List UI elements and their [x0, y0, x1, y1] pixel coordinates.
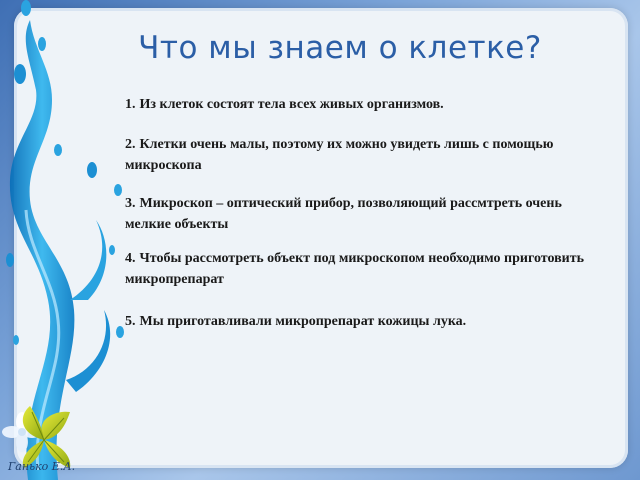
item-number: 5. — [125, 314, 136, 329]
water-splash-decoration — [0, 0, 130, 480]
water-drop-icon — [14, 64, 26, 84]
list-item — [125, 193, 585, 235]
item-text: Чтобы рассмотреть объект под микроскопом необходимо приготовить микропрепарат — [125, 251, 585, 287]
water-drop-icon — [54, 144, 62, 156]
item-number: 3. — [125, 196, 136, 211]
item-text: Из клеток состоят тела всех живых организмов. — [139, 97, 444, 112]
list-item — [125, 311, 585, 332]
item-number: 4. — [125, 251, 136, 266]
item-text: Мы приготавливали микропрепарат кожицы лука. — [139, 314, 467, 329]
water-drop-icon — [6, 253, 14, 267]
slide-title: Что мы знаем о клетке? — [138, 30, 542, 66]
list-item — [125, 248, 585, 290]
list-item — [125, 134, 585, 176]
water-drop-icon — [116, 326, 124, 338]
item-text: Микроскоп – оптический прибор, позволяющий рассмтреть очень мелкие объекты — [125, 196, 562, 232]
water-drop-icon — [114, 184, 122, 196]
item-text: Клетки очень малы, поэтому их можно увидеть лишь с помощью микроскопа — [125, 137, 554, 173]
water-drop-icon — [21, 0, 31, 16]
item-number: 1. — [125, 97, 136, 112]
water-drop-icon — [38, 37, 46, 51]
author-signature: Ганько Е.А. — [8, 460, 76, 473]
list-item — [125, 94, 585, 115]
item-number: 2. — [125, 137, 136, 152]
water-drop-icon — [87, 162, 97, 178]
water-curl — [70, 220, 106, 300]
water-drop-icon — [109, 245, 115, 255]
water-drop-icon — [13, 335, 19, 345]
